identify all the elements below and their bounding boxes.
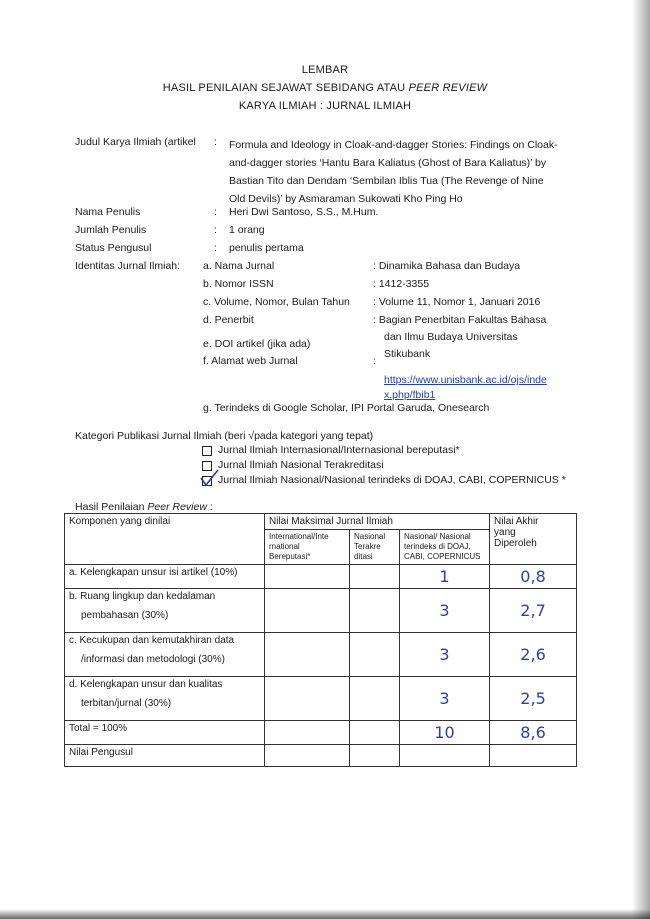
subheader-terindeks xyxy=(400,530,490,565)
total-final-value: 8,6 xyxy=(490,721,577,745)
table-row xyxy=(65,565,577,589)
judul-line: Formula and Ideology in Cloak-and-dagger Stories: Findings on Cloak- xyxy=(229,139,558,151)
terindeks-text: g. Terindeks di Google Scholar, IPI Portal Garuda, Onesearch xyxy=(203,402,490,414)
status-pengusul-value: penulis pertama xyxy=(229,242,304,254)
issn-value: : 1412-3355 xyxy=(373,278,430,290)
subheader-nasional xyxy=(350,530,400,565)
row-cell-empty xyxy=(490,745,577,767)
subheader-line: Nasional xyxy=(354,532,386,541)
row-max-value: 3 xyxy=(400,677,490,721)
nama-penulis-colon: : xyxy=(214,206,217,218)
total-max-value: 10 xyxy=(400,721,490,745)
doc-title-line2 xyxy=(0,82,650,94)
journal-url-link-2[interactable]: x.php/fbib1 xyxy=(384,389,436,401)
row-max-value: 1 xyxy=(400,565,490,589)
nama-penulis-label: Nama Penulis xyxy=(75,206,141,218)
volume-label: c. Volume, Nomor, Bulan Tahun xyxy=(203,296,350,308)
doc-title-line2-text: HASIL PENILAIAN SEJAWAT SEBIDANG ATAU xyxy=(162,82,406,94)
subheader-line: terindeks di DOAJ, xyxy=(404,542,471,551)
row-cell-empty xyxy=(350,589,400,633)
total-label: Total = 100% xyxy=(65,721,265,745)
subheader-line: Bereputasi* xyxy=(269,552,311,561)
row-label-line: d. Kelengkapan unsur dan kualitas xyxy=(69,679,223,690)
table-row xyxy=(65,677,577,721)
option-nasional-terakreditasi: Jurnal Ilmiah Nasional Terakreditasi xyxy=(218,459,384,471)
judul-line: and-dagger stories ‘Hantu Bara Kaliatus (Ghost of Bara Kaliatus)’ by xyxy=(229,157,547,169)
judul-label: Judul Karya Ilmiah (artikel xyxy=(75,136,196,148)
jumlah-penulis-label: Jumlah Penulis xyxy=(75,224,147,236)
table-total-row xyxy=(65,721,577,745)
review-caption-suffix: : xyxy=(206,501,213,513)
review-caption xyxy=(75,501,213,513)
row-max-value: 3 xyxy=(400,589,490,633)
status-pengusul-colon: : xyxy=(214,242,217,254)
review-caption-prefix: Hasil Penilaian xyxy=(75,501,145,513)
judul-line: Bastian Tito dan Dendam ‘Sembilan Iblis Tua (The Revenge of Nine xyxy=(229,175,544,187)
header-component: Komponen yang dinilai xyxy=(65,514,265,565)
doc-title-line2-italic: PEER REVIEW xyxy=(408,82,488,94)
review-caption-italic: Peer Review xyxy=(147,501,207,513)
row-label-line: pembahasan (30%) xyxy=(81,610,169,621)
header-final-line: yang xyxy=(494,527,516,538)
row-label-line: /informasi dan metodologi (30%) xyxy=(81,654,225,665)
scan-bottom-shadow xyxy=(0,909,650,919)
row-cell-empty xyxy=(265,721,350,745)
row-label xyxy=(65,677,265,721)
web-label: f. Alamat web Jurnal xyxy=(203,355,298,367)
option-nasional-terindeks: Jurnal Ilmiah Nasional/Nasional terindeks di DOAJ, CABI, COPERNICUS * xyxy=(218,474,566,486)
review-table xyxy=(64,513,577,767)
row-cell-empty xyxy=(265,565,350,589)
row-cell-empty xyxy=(350,565,400,589)
row-cell-empty xyxy=(265,677,350,721)
scan-edge-shadow xyxy=(632,0,650,919)
subheader-internasional xyxy=(265,530,350,565)
row-final-value: 0,8 xyxy=(490,565,577,589)
table-row xyxy=(65,633,577,677)
doc-title-line1: LEMBAR xyxy=(301,64,349,76)
identitas-label: Identitas Jurnal Ilmiah: xyxy=(75,260,181,272)
row-label xyxy=(65,589,265,633)
doc-title-line3: KARYA ILMIAH : JURNAL ILMIAH xyxy=(238,100,412,112)
header-final-line: Nilai Akhir xyxy=(494,516,539,527)
pengusul-label: Nilai Pengusul xyxy=(65,745,265,767)
subheader-line: rnational xyxy=(269,542,300,551)
row-cell-empty xyxy=(265,589,350,633)
row-label-line: b. Ruang lingkup dan kedalaman xyxy=(69,591,216,602)
subheader-line: CABI, COPERNICUS xyxy=(404,552,481,561)
issn-label: b. Nomor ISSN xyxy=(203,278,274,290)
journal-url-link-1[interactable]: https://www.unisbank.ac.id/ojs/inde xyxy=(384,374,547,386)
header-final xyxy=(490,514,577,565)
category-title: Kategori Publikasi Jurnal Ilmiah (beri √pada kategori yang tepat) xyxy=(75,430,374,442)
jumlah-penulis-value: 1 orang xyxy=(229,224,265,236)
subheader-line: Nasional/ Nasional xyxy=(404,532,471,541)
penerbit-value-1: : Bagian Penerbitan Fakultas Bahasa xyxy=(373,314,547,326)
nama-jurnal-value: : Dinamika Bahasa dan Budaya xyxy=(373,260,521,272)
volume-value: : Volume 11, Nomor 1, Januari 2016 xyxy=(373,296,541,308)
row-label: a. Kelengkapan unsur isi artikel (10%) xyxy=(65,565,265,589)
nama-jurnal-label: a. Nama Jurnal xyxy=(203,260,275,272)
row-cell-empty xyxy=(350,633,400,677)
checkmark-icon xyxy=(198,468,220,488)
row-final-value: 2,5 xyxy=(490,677,577,721)
doi-label: e. DOI artikel (jika ada) xyxy=(203,338,311,350)
table-pengusul-row xyxy=(65,745,577,767)
subheader-line: ditasi xyxy=(354,552,373,561)
row-final-value: 2,7 xyxy=(490,589,577,633)
subheader-line: Terakre xyxy=(354,542,381,551)
row-cell-empty xyxy=(350,721,400,745)
row-label-line: c. Kecukupan dan kemutakhiran data xyxy=(69,635,235,646)
checkbox-internasional[interactable] xyxy=(202,446,212,456)
header-max: Nilai Maksimal Jurnal Ilmiah xyxy=(265,514,490,530)
row-label xyxy=(65,633,265,677)
table-row xyxy=(65,589,577,633)
penerbit-value-3: Stikubank xyxy=(384,348,431,360)
penerbit-label: d. Penerbit xyxy=(203,314,254,326)
row-cell-empty xyxy=(265,633,350,677)
header-final-line: Diperoleh xyxy=(494,538,537,549)
option-internasional: Jurnal Ilmiah Internasional/Internasional bereputasi* xyxy=(218,444,460,456)
penerbit-value-2: dan Ilmu Budaya Universitas xyxy=(384,331,518,343)
row-final-value: 2,6 xyxy=(490,633,577,677)
judul-line: Old Devils)’ by Asmaraman Sukowati Kho Ping Ho xyxy=(229,193,463,205)
row-cell-empty xyxy=(400,745,490,767)
jumlah-penulis-colon: : xyxy=(214,224,217,236)
judul-value xyxy=(229,136,574,208)
row-label-line: terbitan/jurnal (30%) xyxy=(81,698,172,709)
row-cell-empty xyxy=(350,745,400,767)
row-cell-empty xyxy=(350,677,400,721)
nama-penulis-value: Heri Dwi Santoso, S.S., M.Hum. xyxy=(229,206,379,218)
web-colon: : xyxy=(373,355,376,367)
row-cell-empty xyxy=(265,745,350,767)
judul-colon: : xyxy=(214,136,217,148)
status-pengusul-label: Status Pengusul xyxy=(75,242,152,254)
row-max-value: 3 xyxy=(400,633,490,677)
subheader-line: International/Inte xyxy=(269,532,329,541)
table-header-row xyxy=(65,514,577,530)
